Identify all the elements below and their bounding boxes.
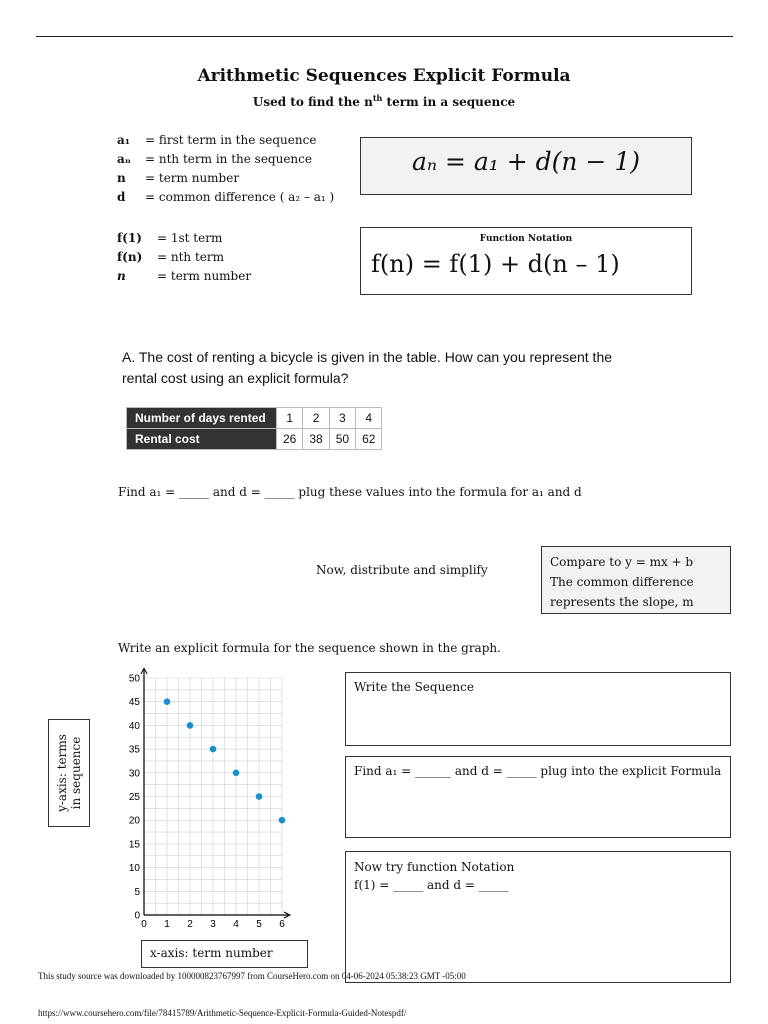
question-a: A. The cost of renting a bicycle is given in the table. How can you represent the rental cost using an explicit formula? xyxy=(122,349,613,386)
data-point xyxy=(279,817,286,824)
footer-url[interactable]: https://www.coursehero.com/file/78415789/Arithmetic-Sequence-Explicit-Formula-Guided-Notespdf/ xyxy=(38,1008,407,1018)
distribute-text: Now, distribute and simplify xyxy=(316,563,488,577)
x-tick-label: 2 xyxy=(187,919,193,930)
function-try-blanks: f(1) = _____ and d = _____ xyxy=(354,878,509,892)
definition-an: aₙ = nth term in the sequence xyxy=(117,152,312,166)
table-cell: 38 xyxy=(303,429,329,450)
definition-a1: a₁ = first term in the sequence xyxy=(117,133,317,147)
x-tick-label: 1 xyxy=(164,919,170,930)
function-notation-answer-box[interactable] xyxy=(345,851,731,983)
x-tick-label: 6 xyxy=(279,919,285,930)
function-try-label: Now try function Notation xyxy=(354,860,515,874)
find-line: Find a₁ = _____ and d = _____ plug these values into the formula for a₁ and d xyxy=(118,485,582,499)
function-def-f1: f(1) = 1st term xyxy=(117,231,223,245)
table-cell: 50 xyxy=(329,429,355,450)
definition-d: d = common difference ( a₂ – a₁ ) xyxy=(117,190,335,204)
footer-source: This study source was downloaded by 100000823767997 from CourseHero.com on 04-06-2024 05:38:23 GMT -05:00 xyxy=(38,971,466,981)
x-axis-label: x-axis: term number xyxy=(150,946,273,960)
y-tick-label: 15 xyxy=(128,839,140,851)
function-formula: f(n) = f(1) + d(n – 1) xyxy=(371,250,620,278)
data-point xyxy=(233,770,240,777)
y-tick-label: 30 xyxy=(128,768,140,780)
y-tick-label: 0 xyxy=(134,910,140,922)
graph-prompt: Write an explicit formula for the sequence shown in the graph. xyxy=(118,641,501,655)
write-sequence-label: Write the Sequence xyxy=(354,680,474,694)
y-tick-label: 35 xyxy=(128,744,140,756)
explicit-formula-box xyxy=(360,137,692,195)
table-cell: 2 xyxy=(303,408,329,429)
x-tick-label: 5 xyxy=(256,919,262,930)
table-cell: 3 xyxy=(329,408,355,429)
function-def-fn: f(n) = nth term xyxy=(117,250,225,264)
table-row xyxy=(127,408,382,429)
y-tick-label: 10 xyxy=(128,863,140,875)
compare-line: represents the slope, m xyxy=(550,595,694,609)
explicit-formula: aₙ = a₁ + d(n − 1) xyxy=(411,147,640,176)
definitions-list xyxy=(117,131,357,207)
function-notation-box xyxy=(360,227,692,295)
x-tick-label: 0 xyxy=(141,919,147,930)
y-tick-label: 20 xyxy=(128,815,140,827)
y-tick-label: 25 xyxy=(128,792,140,803)
find-values-box[interactable] xyxy=(345,756,731,838)
page-title: Arithmetic Sequences Explicit Formula xyxy=(197,66,571,86)
x-axis-label-box xyxy=(141,940,308,968)
y-tick-label: 45 xyxy=(128,697,140,709)
y-tick-label: 50 xyxy=(128,673,140,685)
data-point xyxy=(187,722,194,729)
y-axis-label: y-axis: terms in sequence xyxy=(55,734,83,812)
top-rule xyxy=(36,36,733,37)
table-cell: 26 xyxy=(277,429,303,450)
x-tick-label: 3 xyxy=(210,919,216,930)
page-subtitle: Used to find the $n^{th}$ term in a sequence xyxy=(252,93,516,109)
table-cell: 4 xyxy=(356,408,382,429)
write-sequence-box[interactable] xyxy=(345,672,731,746)
table-cell: 62 xyxy=(356,429,382,450)
row-header-days: Number of days rented xyxy=(127,408,277,429)
find-values-label: Find a₁ = ______ and d = _____ plug into the explicit Formula xyxy=(354,764,722,778)
definition-n: n = term number xyxy=(117,171,240,185)
row-header-cost: Rental cost xyxy=(127,429,277,450)
y-tick-label: 40 xyxy=(128,720,140,732)
table-row xyxy=(127,429,382,450)
data-point xyxy=(210,746,217,753)
data-point xyxy=(164,698,171,705)
x-tick-label: 4 xyxy=(233,919,239,930)
function-notation-label: Function Notation xyxy=(479,234,573,244)
rental-table xyxy=(126,407,382,450)
y-tick-label: 5 xyxy=(134,886,140,898)
data-point xyxy=(256,793,263,800)
y-axis-label-box xyxy=(48,719,90,827)
function-definitions-list xyxy=(117,229,357,286)
table-cell: 1 xyxy=(277,408,303,429)
compare-box xyxy=(541,546,731,614)
compare-line: Compare to y = mx + b xyxy=(550,555,694,569)
scatter-chart xyxy=(110,668,310,933)
function-def-n: n = term number xyxy=(117,269,252,283)
compare-line: The common difference xyxy=(550,575,694,589)
